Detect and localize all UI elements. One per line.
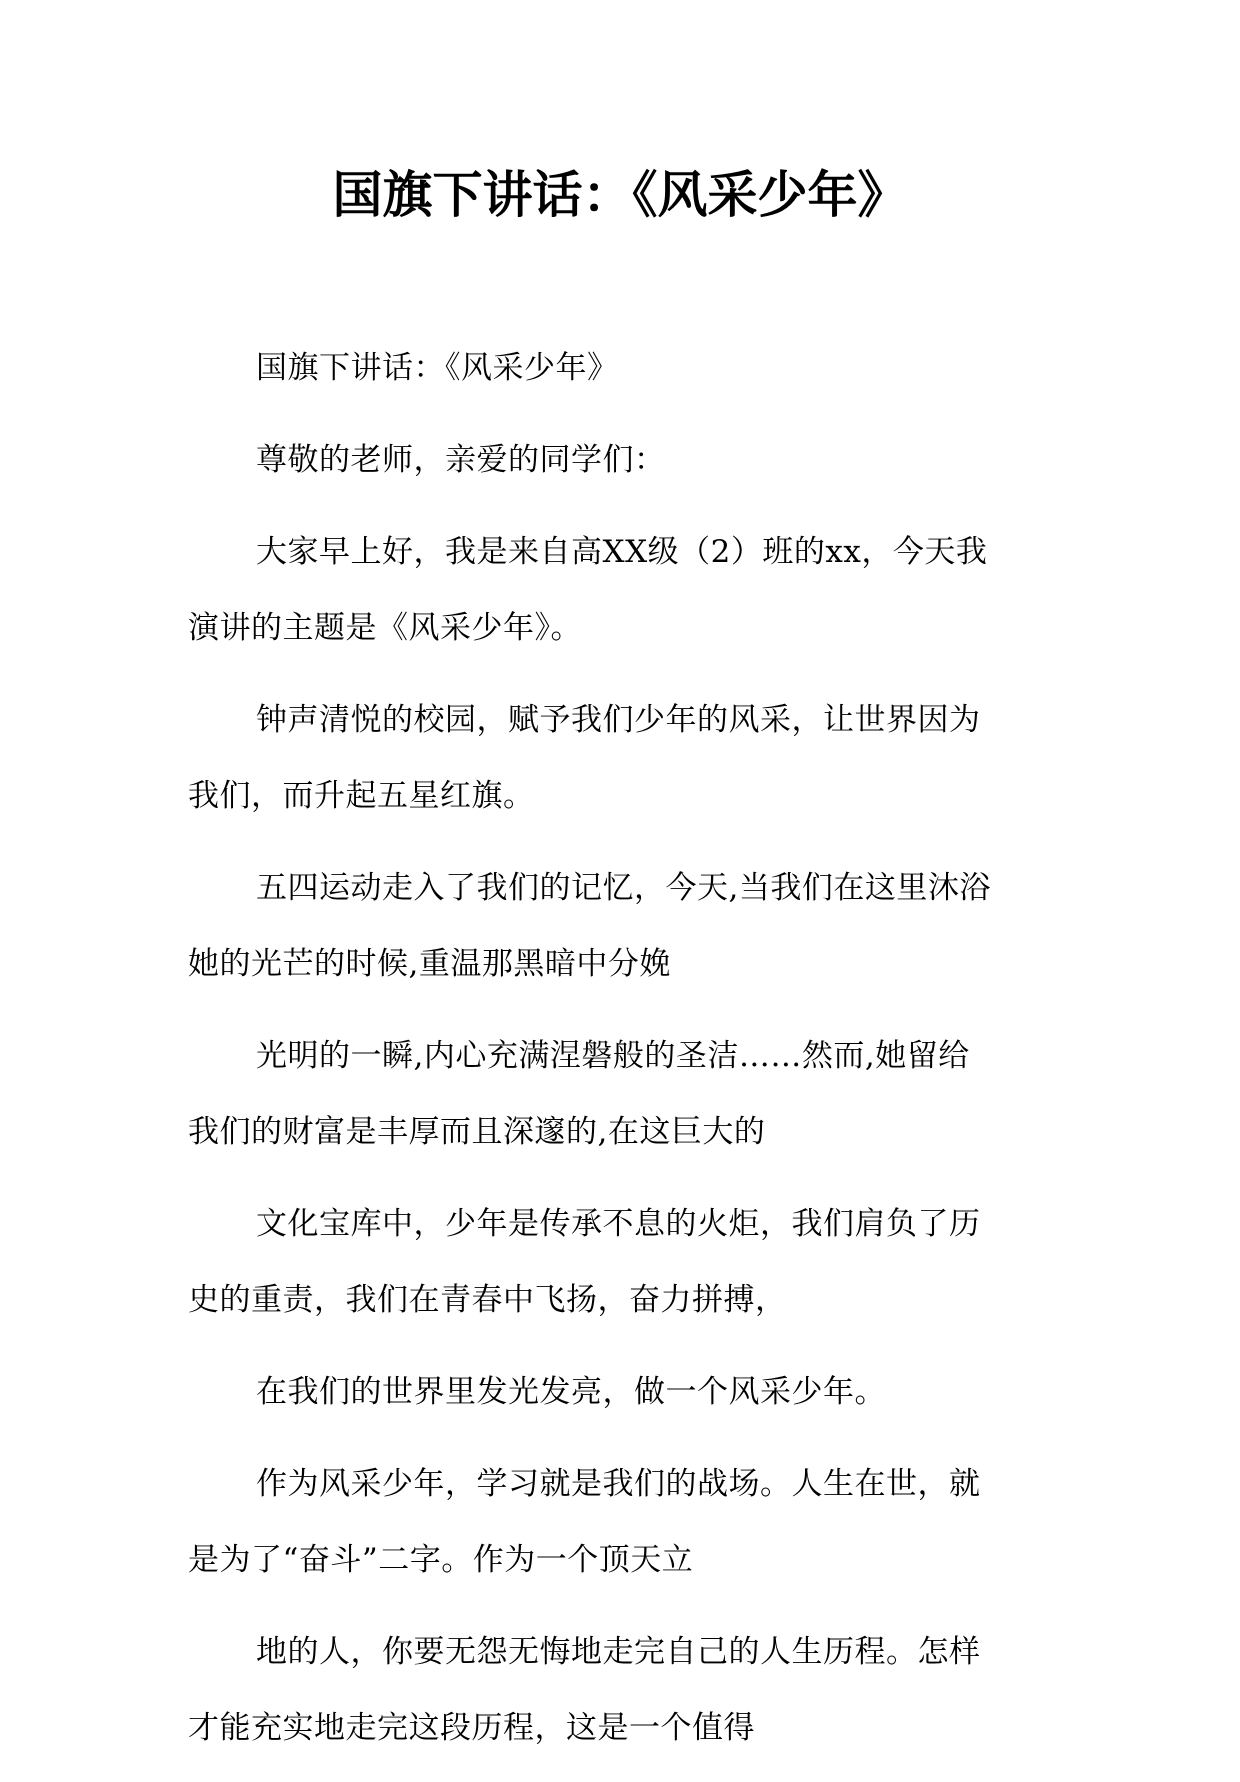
paragraph-9 <box>188 1446 1052 1598</box>
paragraph-2 <box>188 422 1052 498</box>
paragraph-line: 史的重责，我们在青春中飞扬，奋力拼搏， <box>188 1282 787 1318</box>
paragraph-8 <box>188 1354 1052 1430</box>
paragraph-line: 地的人，你要无怨无悔地走完自己的人生历程。怎样 <box>256 1634 981 1670</box>
paragraph-4 <box>188 682 1052 834</box>
paragraph-line: 光明的一瞬,内心充满涅磐般的圣洁……然而,她留给 <box>256 1038 970 1074</box>
paragraph-line: 尊敬的老师，亲爱的同学们： <box>256 442 666 478</box>
document-body <box>188 330 1052 1782</box>
paragraph-1 <box>188 330 1052 406</box>
paragraph-3 <box>188 514 1052 666</box>
paragraph-5 <box>188 850 1052 1002</box>
paragraph-line: 我们的财富是丰厚而且深邃的,在这巨大的 <box>188 1114 766 1150</box>
paragraph-line: 她的光芒的时候,重温那黑暗中分娩 <box>188 946 671 982</box>
paragraph-line: 在我们的世界里发光发亮，做一个风采少年。 <box>256 1374 886 1410</box>
paragraph-line: 作为风采少年，学习就是我们的战场。人生在世，就 <box>256 1466 981 1502</box>
paragraph-6 <box>188 1018 1052 1170</box>
paragraph-line: 钟声清悦的校园，赋予我们少年的风采，让世界因为 <box>256 702 981 738</box>
paragraph-line: 大家早上好，我是来自高XX级（2）班的xx，今天我 <box>256 534 988 570</box>
paragraph-line: 国旗下讲话：《风采少年》 <box>256 350 619 386</box>
paragraph-line: 才能充实地走完这段历程，这是一个值得 <box>188 1710 755 1746</box>
paragraph-line: 我们，而升起五星红旗。 <box>188 778 535 814</box>
paragraph-10 <box>188 1614 1052 1766</box>
paragraph-line: 文化宝库中，少年是传承不息的火炬，我们肩负了历 <box>256 1206 981 1242</box>
paragraph-7 <box>188 1186 1052 1338</box>
paragraph-line: 五四运动走入了我们的记忆，今天,当我们在这里沐浴 <box>256 870 991 906</box>
paragraph-line: 演讲的主题是《风采少年》。 <box>188 610 582 646</box>
document-title: 国旗下讲话：《风采少年》 <box>332 166 908 224</box>
paragraph-line: 是为了“奋斗”二字。作为一个顶天立 <box>188 1542 694 1578</box>
